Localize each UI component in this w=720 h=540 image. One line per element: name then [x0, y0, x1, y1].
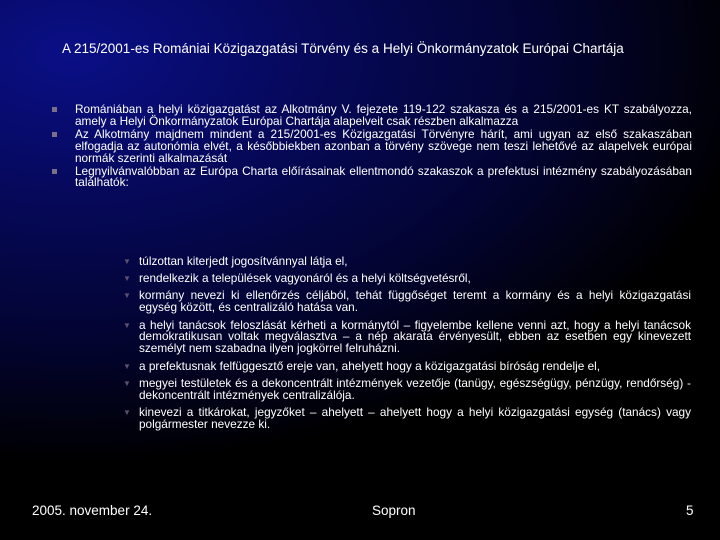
sub-bullet-text: megyei testületek és a dekoncentrált intézmények vezetője (tanügy, egészségügy, pénzügy, rendőrség) - dekoncentrált intézmények centralizálója.	[139, 375, 691, 402]
sub-bullet-text: túlzottan kiterjedt jogosítvánnyal látja el,	[139, 254, 348, 268]
sub-bullet-text: a prefektusnak felfüggesztő ereje van, ahelyett hogy a közigazgatási bíróság rendelje el,	[139, 358, 601, 373]
sub-list-item	[122, 375, 691, 402]
footer-place: Sopron	[372, 503, 416, 518]
bullet-text: Az Alkotmány majdnem mindent a 215/2001-es Közigazgatási Törvényre hárít, ami ugyan az első szakaszában elfogadja az autonómia elvét, a későbbiekben azonban a törvény szövege nem teszi lehetővé az alapelvek európai normák szerinti alkalmazását	[75, 126, 692, 165]
triangle-bullet-icon: ▼	[123, 407, 131, 417]
sub-list-item	[122, 290, 691, 314]
triangle-bullet-icon: ▼	[123, 274, 131, 284]
sub-list-item	[122, 404, 691, 431]
footer-date: 2005. november 24.	[32, 503, 153, 518]
sub-bullet-text: a helyi tanácsok feloszlását kérheti a kormánytól – figyelembe kellene venni azt, hogy a helyi tanácsok demokratikusan voltak megválasztva – a nép akarata érvényesült, ebben az esetben egy kinevezett személyt nem szabadna ilyen jogkörrel felruházni.	[139, 317, 691, 356]
sub-bullet-text: kormány nevezi ki ellenőrzés céljából, tehát függőséget teremt a kormány és a helyi közigazgatási egység között, és centralizáló hatása van.	[139, 288, 691, 315]
triangle-bullet-icon: ▼	[123, 257, 131, 266]
sub-list-item	[122, 256, 691, 268]
list-item	[52, 163, 692, 190]
triangle-bullet-icon: ▼	[123, 378, 131, 388]
triangle-bullet-icon: ▼	[123, 361, 131, 371]
slide-title: A 215/2001-es Romániai Közigazgatási Törvény és a Helyi Önkormányzatok Európai Chartája	[62, 41, 624, 56]
triangle-bullet-icon: ▼	[123, 320, 131, 330]
bullet-text: Legnyilvánvalóbban az Európa Charta előírásainak ellentmondó szakaszok a prefektusi intézmény szabályozásában találhatók:	[75, 163, 692, 190]
list-item	[52, 104, 692, 128]
square-bullet-icon	[52, 169, 57, 174]
sub-bullet-text: rendelkezik a települések vagyonáról és a helyi költségvetésről,	[139, 271, 471, 286]
sub-bullet-list	[122, 256, 691, 436]
sub-list-item	[122, 358, 691, 373]
square-bullet-icon	[52, 132, 57, 137]
list-item	[52, 126, 692, 165]
bullet-list	[52, 104, 692, 190]
sub-bullet-text: kinevezi a titkárokat, jegyzőket – ahelyett – ahelyett hogy a helyi közigazgatási egység (tanács) vagy polgármester nevezze ki.	[139, 404, 691, 431]
page-number: 5	[686, 503, 694, 518]
square-bullet-icon	[52, 107, 57, 112]
bullet-text: Romániában a helyi közigazgatást az Alkotmány V. fejezete 119-122 szakasza és a 215/2001-es KT szabályozza, amely a Helyi Önkormányzatok Európai Chartája alapelveit csak részben alkalmazza	[75, 102, 692, 128]
sub-list-item	[122, 273, 691, 285]
triangle-bullet-icon: ▼	[123, 291, 131, 301]
sub-list-item	[122, 317, 691, 356]
